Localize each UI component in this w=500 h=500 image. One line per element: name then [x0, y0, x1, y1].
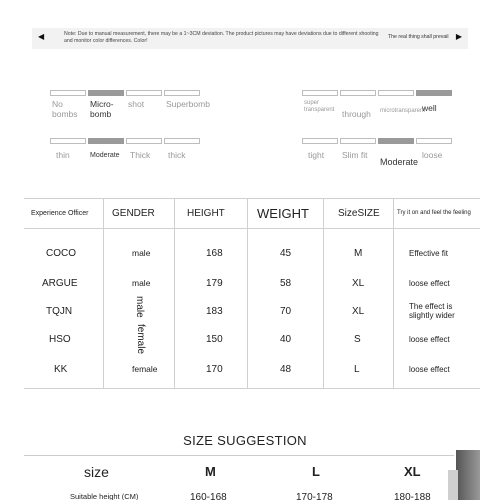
scale-option: microtransparent [378, 90, 414, 140]
next-arrow-icon[interactable]: ▶ [455, 32, 462, 41]
scale-option: shot [126, 90, 162, 140]
size-header-m: M [205, 464, 216, 479]
height: 170 [206, 363, 223, 375]
weight: 70 [280, 305, 292, 317]
gender: female [132, 364, 158, 374]
height: 150 [206, 333, 223, 345]
height: 183 [206, 305, 223, 317]
weight: 58 [280, 277, 292, 289]
effect: loose effect [409, 334, 450, 344]
size-header-label: size [84, 464, 109, 480]
prev-arrow-icon[interactable]: ◀ [38, 32, 45, 41]
height-range-l: 170-178 [296, 492, 333, 500]
table-border-bottom [24, 388, 480, 389]
decorative-shadow [448, 470, 458, 500]
gender: male [134, 296, 145, 318]
gender: male [132, 278, 151, 288]
scale-option: Slim fit [340, 138, 376, 188]
weight: 48 [280, 363, 292, 375]
table-row [24, 268, 480, 298]
scale-transparency [302, 90, 454, 140]
notice-message: Note: Due to manual measurement, there may be a 1~3CM deviation. The product pictures may have deviations due to different shooting and monitor color differences. Color! [64, 31, 379, 44]
scale-option: super transparent [302, 90, 338, 140]
height-range-m: 160-168 [190, 492, 227, 500]
scale-padding [50, 90, 210, 140]
size-suggestion-divider [24, 455, 454, 456]
size-header-l: L [312, 464, 320, 479]
officer-name: COCO [46, 247, 76, 259]
table-row [24, 238, 480, 268]
table-header-cell: Try it on and feel the feeling [397, 210, 471, 216]
weight: 45 [280, 247, 292, 259]
effect: loose effect [409, 278, 450, 288]
officer-name: ARGUE [42, 277, 78, 289]
scale-option: thick [164, 138, 200, 188]
scale-option: loose [416, 138, 452, 188]
height: 179 [206, 277, 223, 289]
scale-option: Thick [126, 138, 162, 188]
scale-option: No bombs [50, 90, 86, 140]
size-header-xl: XL [404, 464, 421, 479]
notice-prevail: The real thing shall prevail [388, 34, 449, 40]
gender: female [135, 324, 146, 355]
notice-bar [32, 28, 468, 49]
size: S [354, 333, 361, 345]
size: XL [352, 277, 365, 289]
officer-name: HSO [49, 333, 71, 345]
table-header-cell: HEIGHT [187, 207, 225, 219]
suitable-height-label: Suitable height (CM) [70, 492, 139, 500]
table-header-cell: WEIGHT [257, 205, 309, 221]
table-header-row [24, 198, 480, 228]
table-row [24, 354, 480, 384]
size-suggestion-title: SIZE SUGGESTION [183, 433, 307, 448]
table-header-cell: GENDER [112, 207, 155, 219]
scale-option-active: Micro-bomb [88, 90, 124, 140]
table-header-cell: Experience Officer [31, 209, 89, 217]
effect: Effective fit [409, 248, 448, 258]
scale-option-active: Moderate [88, 138, 124, 188]
scale-option: through [340, 90, 376, 140]
effect: The effect is slightly wider [409, 302, 455, 320]
scale-option: tight [302, 138, 338, 188]
officer-name: TQJN [46, 305, 73, 317]
scale-option: thin [50, 138, 86, 188]
size: L [354, 363, 360, 375]
size: XL [352, 305, 365, 317]
table-row [24, 324, 480, 354]
scale-option-active: well [416, 90, 452, 140]
experience-table [24, 198, 480, 388]
weight: 40 [280, 333, 292, 345]
scale-fit [302, 138, 454, 188]
table-row [24, 296, 480, 326]
height: 168 [206, 247, 223, 259]
officer-name: KK [54, 363, 68, 375]
height-range-xl: 180-188 [394, 492, 431, 500]
size: M [354, 247, 363, 259]
gender: male [132, 248, 151, 258]
decorative-shadow [456, 450, 480, 500]
scale-option: Superbomb [164, 90, 200, 140]
scale-option-active: Moderate [378, 138, 414, 188]
effect: loose effect [409, 364, 450, 374]
table-header-cell: SizeSIZE [338, 207, 380, 219]
scale-thickness [50, 138, 202, 188]
